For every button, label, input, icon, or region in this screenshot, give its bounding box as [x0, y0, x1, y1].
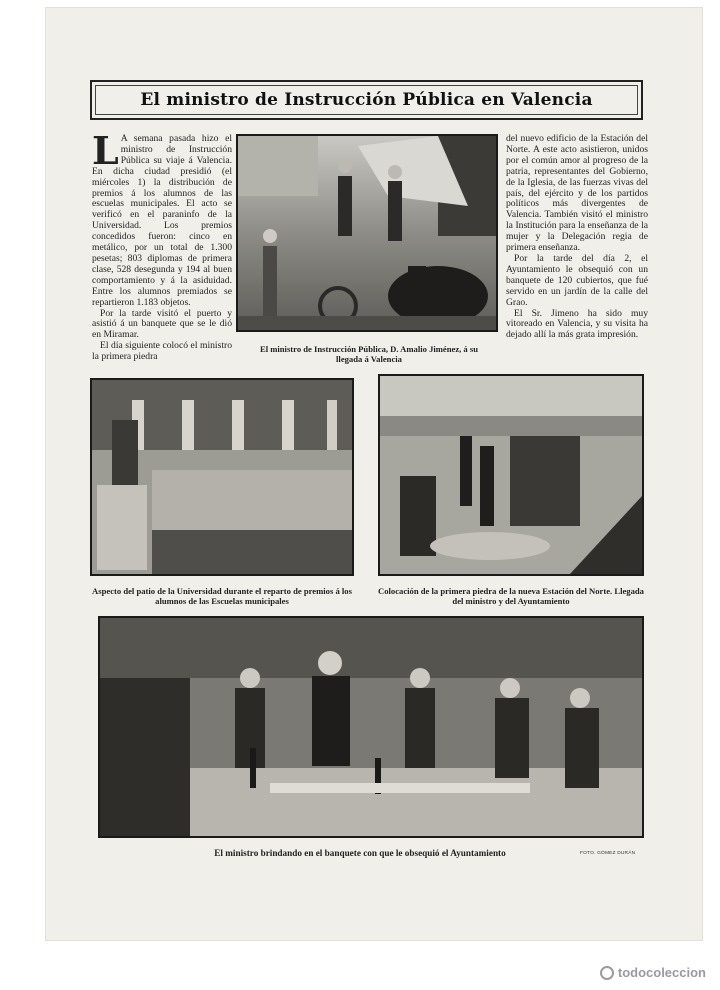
col2-paragraph-2: Por la tarde del día 2, el Ayuntamiento le obsequió con un banquete de 120 cubiertos, que fué servido en un jardín de la calle del Grao.: [506, 252, 648, 308]
col2-paragraph-3: El Sr. Jimeno ha sido muy vitoreado en Valencia, y su visita ha dejado allí la más grata impresión.: [506, 307, 648, 341]
watermark-text: todocoleccion: [617, 965, 706, 980]
photo-minister-arrival: [236, 134, 498, 332]
page-title: El ministro de Instrucción Pública en Valencia: [140, 90, 593, 110]
photo-university-patio: [90, 378, 354, 576]
photo-credit: FOTO. GÓMEZ DURÁN: [580, 851, 636, 856]
article-column-2: [506, 134, 648, 341]
col1-paragraph-2: Por la tarde visitó el puerto y asistió á un banquete que se le dió en Miramar.: [92, 307, 232, 341]
col1-paragraph-3: El día siguiente colocó el ministro la primera piedra: [92, 340, 232, 363]
caption-photo-4: El ministro brindando en el banquete con que le obsequió el Ayuntamiento: [214, 848, 506, 858]
col2-paragraph-1: del nuevo edificio de la Estación del Norte. A este acto asistieron, unidos por el común amor al progreso de la patria, representantes del Gobierno, de la Iglesia, de las fuerzas vivas del país, del ejército y de los partidos políticos más divergentes de Valencia. También visitó el ministro la Institución para la enseñanza de la mujer y la Delegación regia de primera enseñanza.: [506, 133, 648, 254]
article-column-1: [92, 128, 232, 363]
photo-station-stone: [378, 374, 644, 576]
watermark-logo-icon: [600, 966, 614, 980]
col1-paragraph-1: A semana pasada hizo el ministro de Instrucción Pública su viaje á Valencia. En dicha ciudad presidió (el miércoles 1) la distribución de premios á los alumnos de las escuelas municipales. El acto se verificó en el paraninfo de la Universidad. Los premios concedidos fueron: cinco en metálico, por un total de 1.300 pesetas; 803 diplomas de primera clase, 528 desegunda y 194 al buen comportamiento y á la asiduidad. Entre los alumnos premiados se repartieron 1.183 objetos.: [92, 133, 232, 308]
title-frame: [90, 80, 643, 120]
watermark: [600, 965, 706, 980]
caption-photo-2: Aspecto del patio de la Universidad durante el reparto de premios á los alumnos de las Escuelas municipales: [92, 586, 352, 606]
photo-banquet: [98, 616, 644, 838]
caption-photo-3: Colocación de la primera piedra de la nueva Estación del Norte. Llegada del ministro y del Ayuntamiento: [378, 586, 644, 606]
drop-cap: L: [92, 128, 119, 173]
caption-photo-1: El ministro de Instrucción Pública, D. Amalio Jiménez, á su llegada á Valencia: [259, 344, 479, 364]
